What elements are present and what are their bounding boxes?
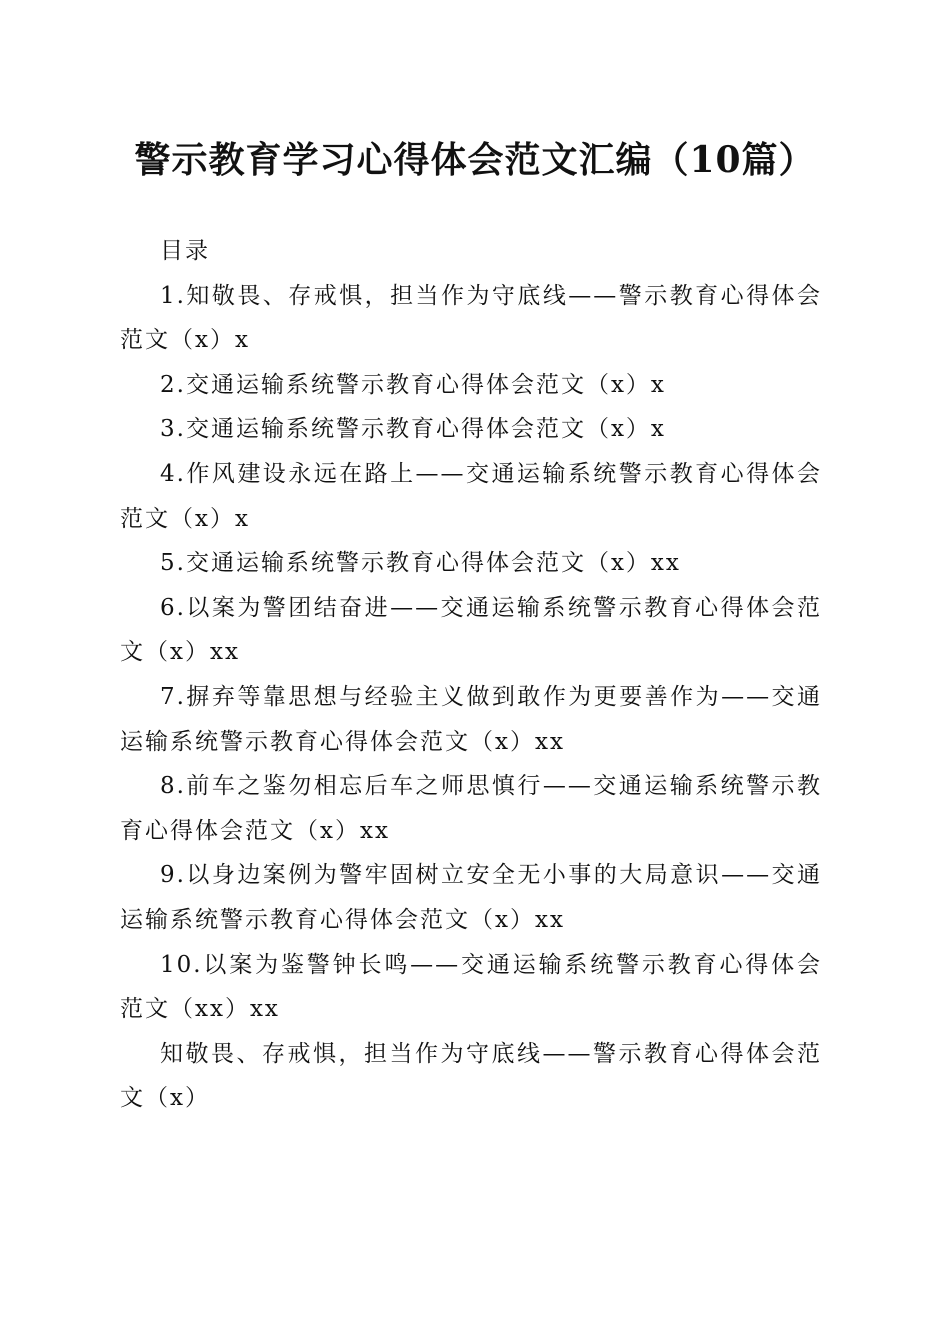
toc-item: 8.前车之鉴勿相忘后车之师思慎行——交通运输系统警示教育心得体会范文（x）xx — [120, 773, 822, 844]
toc-item: 1.知敬畏、存戒惧，担当作为守底线——警示教育心得体会范文（x）x — [120, 282, 822, 354]
toc-item: 10.以案为鉴警钟长鸣——交通运输系统警示教育心得体会范文（xx）xx — [120, 951, 822, 1023]
toc-item: 7.摒弃等靠思想与经验主义做到敢作为更要善作为——交通运输系统警示教育心得体会范文（x）xx — [120, 683, 822, 755]
toc-item: 3.交通运输系统警示教育心得体会范文（x）x — [160, 416, 666, 443]
article-title: 知敬畏、存戒惧，担当作为守底线——警示教育心得体会范文（x） — [120, 1040, 822, 1112]
toc-item: 5.交通运输系统警示教育心得体会范文（x）xx — [160, 550, 681, 577]
document-body — [120, 229, 822, 1121]
toc-item: 6.以案为警团结奋进——交通运输系统警示教育心得体会范文（x）xx — [120, 594, 822, 666]
toc-item: 9.以身边案例为警牢固树立安全无小事的大局意识——交通运输系统警示教育心得体会范文（x）xx — [120, 862, 822, 933]
toc-item: 2.交通运输系统警示教育心得体会范文（x）x — [160, 371, 666, 398]
toc-heading: 目录 — [160, 238, 210, 264]
document-title: 警示教育学习心得体会范文汇编（10篇） — [134, 139, 816, 181]
toc-item: 4.作风建设永远在路上——交通运输系统警示教育心得体会范文（x）x — [120, 460, 822, 532]
